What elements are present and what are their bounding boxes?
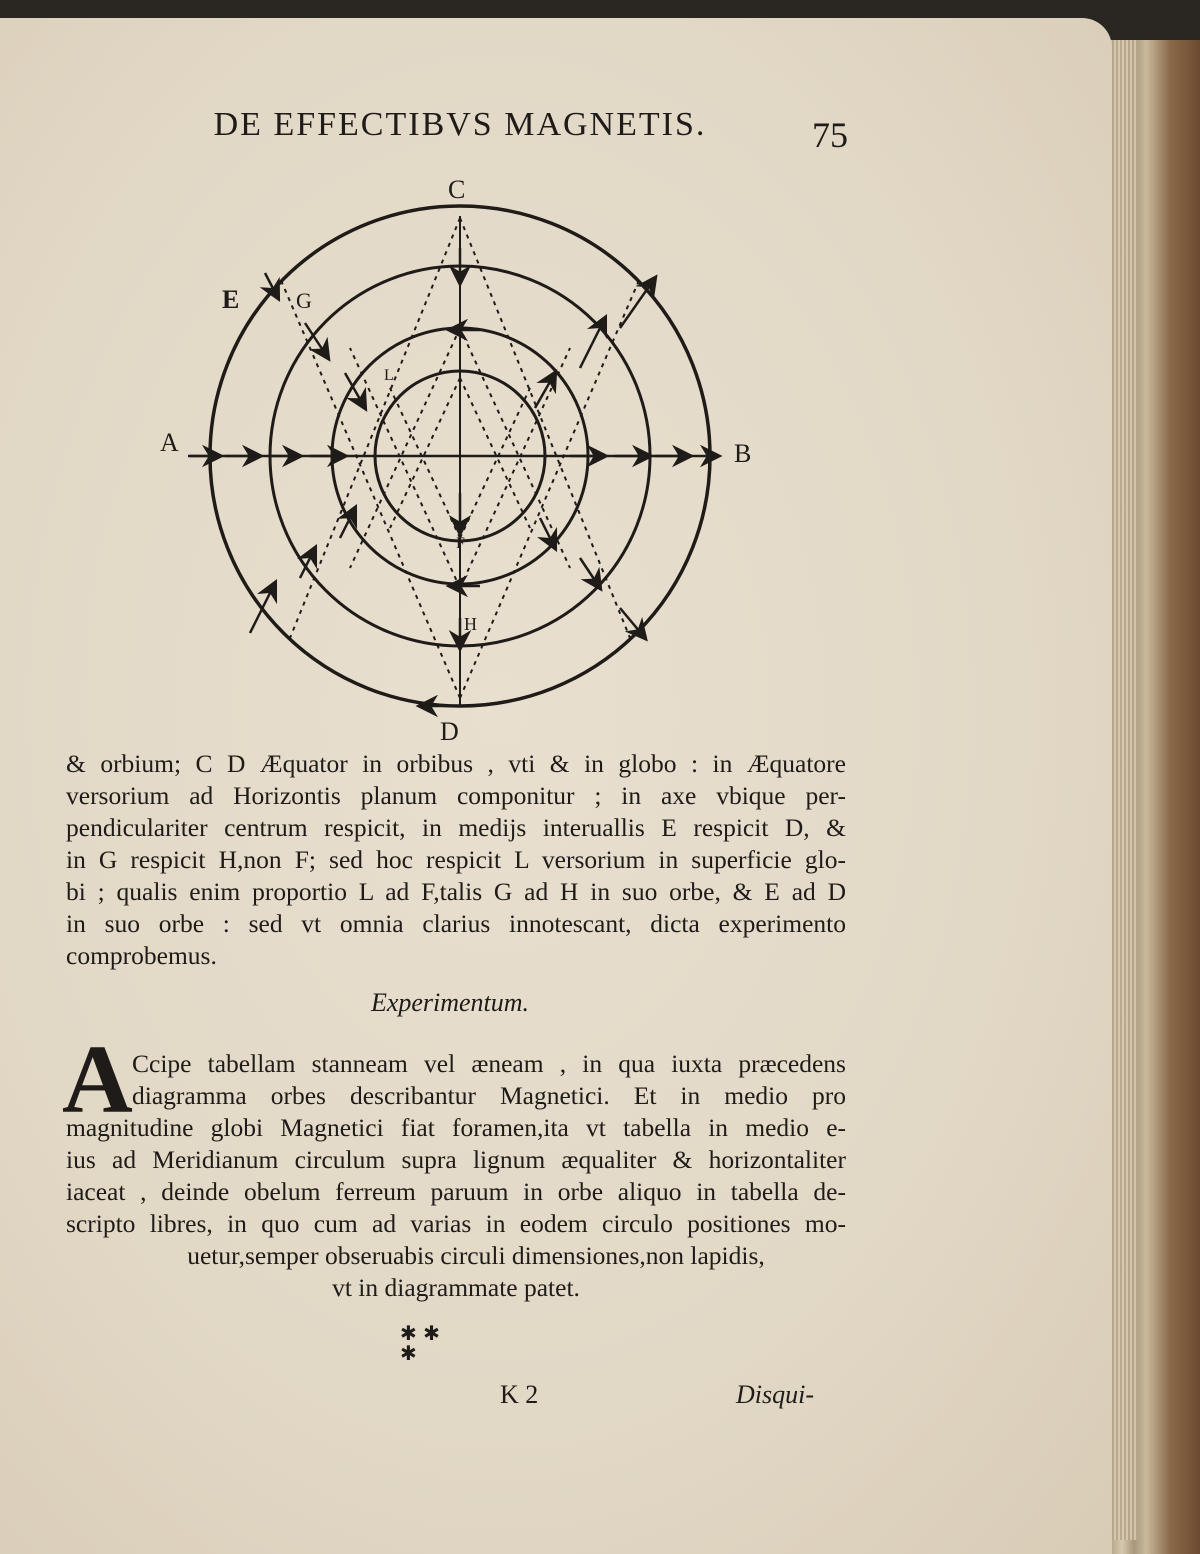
text-line: comprobemus. — [66, 941, 217, 970]
asterism-ornament: ✱ ✱ ✱ — [400, 1321, 440, 1365]
book-page — [0, 18, 1112, 1554]
magnetic-orbs-diagram — [150, 168, 790, 748]
text-line: bi ; qualis enim proportio L ad F,talis G ad H in suo orbe, & E ad D — [66, 877, 846, 906]
running-head: DE EFFECTIBVS MAGNETIS. — [213, 106, 707, 143]
label-h: H — [464, 614, 477, 634]
text-line: scripto libres, in quo cum ad varias in eodem circulo positiones mo- — [66, 1209, 846, 1238]
text-line: uetur,semper obseruabis circuli dimensiones,non lapidis, — [187, 1241, 765, 1270]
label-f: F — [456, 535, 465, 552]
paragraph-1 — [66, 748, 846, 972]
label-l: L — [384, 367, 394, 384]
text-line: & orbium; C D Æquator in orbibus , vti & in globo : in Æquatore — [66, 749, 846, 778]
label-b: B — [734, 439, 752, 468]
text-line: iaceat , deinde obelum ferreum paruum in orbe aliquo in tabella de- — [66, 1177, 846, 1206]
text-line: pendiculariter centrum respicit, in medijs interuallis E respicit D, & — [66, 813, 846, 842]
drop-cap: A — [62, 1026, 133, 1134]
text-line: versorium ad Horizontis planum componitur ; in axe vbique per- — [66, 781, 846, 810]
text-line: magnitudine globi Magnetici fiat foramen,ita vt tabella in medio e- — [66, 1113, 846, 1142]
text-line: Ccipe tabellam stanneam vel æneam , in qua iuxta præcedens — [132, 1049, 846, 1078]
section-heading: Experimentum. — [370, 988, 530, 1017]
text-line: diagramma orbes describantur Magnetici. Et in medio pro — [132, 1081, 846, 1110]
text-line: in G respicit H,non F; sed hoc respicit L versorium in superficie glo- — [66, 845, 846, 874]
catchword: Disqui- — [736, 1380, 814, 1409]
page-number: 75 — [812, 115, 848, 155]
text-line: ius ad Meridianum circulum supra lignum æqualiter & horizontaliter — [66, 1145, 846, 1174]
label-e: E — [222, 285, 240, 314]
text-line: vt in diagrammate patet. — [332, 1273, 580, 1302]
paragraph-2 — [66, 1048, 846, 1304]
label-g: G — [296, 288, 312, 313]
label-c: C — [448, 175, 466, 204]
label-d: D — [440, 717, 459, 746]
label-a: A — [160, 428, 179, 457]
text-line: in suo orbe : sed vt omnia clarius innotescant, dicta experimento — [66, 909, 846, 938]
signature-mark: K 2 — [500, 1380, 539, 1409]
